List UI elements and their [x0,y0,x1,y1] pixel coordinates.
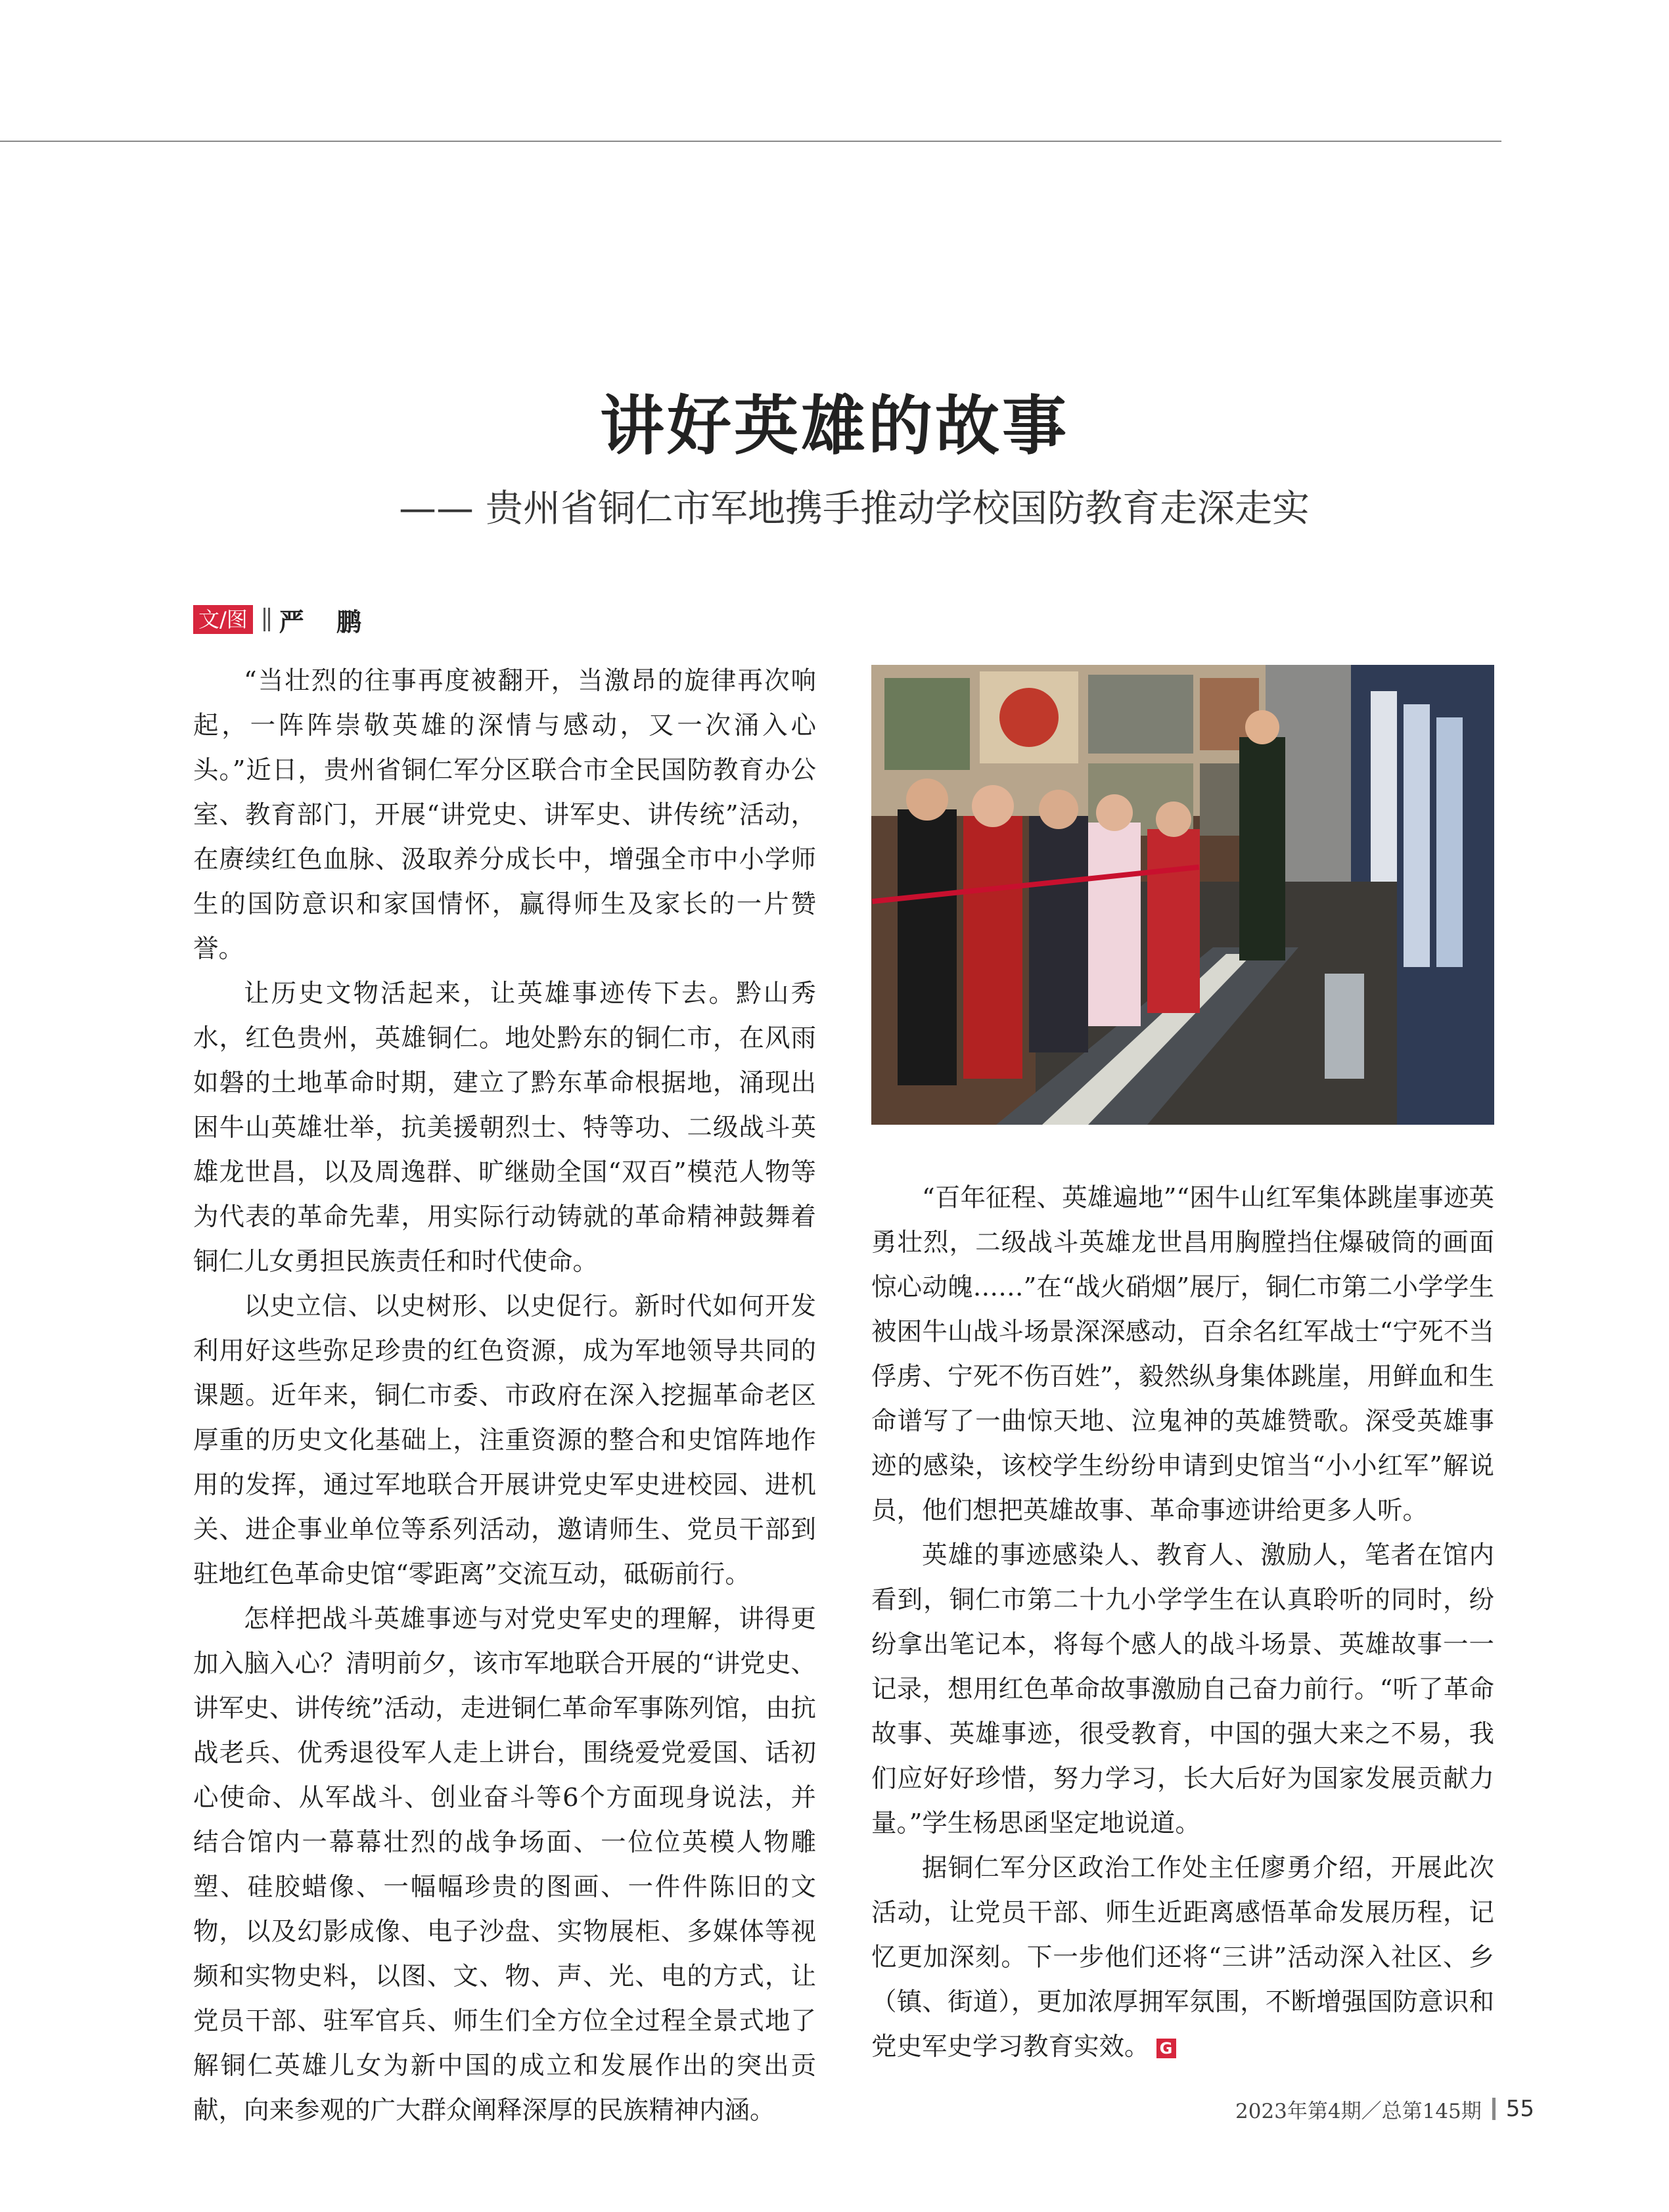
paragraph: 以史立信、以史树形、以史促行。新时代如何开发利用好这些弥足珍贵的红色资源，成为军地领导共同的课题。近年来，铜仁市委、市政府在深入挖掘革命老区厚重的历史文化基础上，注重资源的整合和史馆阵地作用的发挥，通过军地联合开展讲党史军史进校园、进机关、进企事业单位等系列活动，邀请师生、党员干部到驻地红色革命史馆“零距离”交流互动，砥砺前行。 [193,1292,816,1589]
byline-divider [263,608,270,631]
byline [193,603,373,636]
header-rule [0,141,1501,142]
paragraph [871,1846,1494,2069]
left-column [193,659,816,2133]
paragraph-text: 据铜仁军分区政治工作处主任廖勇介绍，开展此次活动，让党员干部、师生近距离感悟革命发展历程，记忆更加深刻。下一步他们还将“三讲”活动深入社区、乡（镇、街道），更加浓厚拥军氛围，不断增强国防意识和党史军史学习教育实效。 [871,1853,1494,2062]
paragraph: 让历史文物活起来，让英雄事迹传下去。黔山秀水，红色贵州，英雄铜仁。地处黔东的铜仁市，在风雨如磐的土地革命时期，建立了黔东革命根据地，涌现出困牛山英雄壮举，抗美援朝烈士、特等功、二级战斗英雄龙世昌，以及周逸群、旷继勋全国“双百”模范人物等为代表的革命先辈，用实际行动铸就的革命精神鼓舞着铜仁儿女勇担民族责任和时代使命。 [193,979,816,1276]
page-number: 55 [1505,2096,1535,2122]
issue-info: 2023年第4期／总第145期 [1235,2099,1482,2123]
page-footer [1235,2096,1534,2122]
paragraph: “当壮烈的往事再度被翻开，当激昂的旋律再次响起，一阵阵崇敬英雄的深情与感动，又一次涌入心头。”近日，贵州省铜仁军分区联合市全民国防教育办公室、教育部门，开展“讲党史、讲军史、讲传统”活动，在赓续红色血脉、汲取养分成长中，增强全市中小学师生的国防意识和家国情怀，赢得师生及家长的一片赞誉。 [193,666,816,964]
paragraph: “百年征程、英雄遍地”“困牛山红军集体跳崖事迹英勇壮烈，二级战斗英雄龙世昌用胸膛挡住爆破筒的画面惊心动魄……”在“战火硝烟”展厅，铜仁市第二小学学生被困牛山战斗场景深深感动，百余名红军战士“宁死不当俘虏、宁死不伤百姓”，毅然纵身集体跳崖，用鲜血和生命谱写了一曲惊天地、泣鬼神的英雄赞歌。深受英雄事迹的感染，该校学生纷纷申请到史馆当“小小红军”解说员，他们想把英雄故事、革命事迹讲给更多人听。 [871,1183,1494,1525]
paragraph: 怎样把战斗英雄事迹与对党史军史的理解，讲得更加入脑入心？清明前夕，该市军地联合开展的“讲党史、讲军史、讲传统”活动，走进铜仁革命军事陈列馆，由抗战老兵、优秀退役军人走上讲台，围绕爱党爱国、话初心使命、从军战斗、创业奋斗等6个方面现身说法，并结合馆内一幕幕壮烈的战争场面、一位位英模人物雕塑、硅胶蜡像、一幅幅珍贵的图画、一件件陈旧的文物，以及幻影成像、电子沙盘、实物展柜、多媒体等视频和实物史料，以图、文、物、声、光、电的方式，让党员干部、驻军官兵、师生们全方位全过程全景式地了解铜仁英雄儿女为新中国的成立和发展作出的突出贡献，向来参观的广大群众阐释深厚的民族精神内涵。 [193,1604,816,2125]
article-subtitle: —— 贵州省铜仁市军地携手推动学校国防教育走深走实 [398,487,1310,530]
end-mark-icon: G [1156,2039,1176,2058]
article-title: 讲好英雄的故事 [599,389,1069,464]
right-column [871,1176,1494,2069]
author-name: 严 鹏 [279,607,374,637]
byline-tag: 文/图 [193,605,253,634]
footer-divider [1492,2098,1496,2120]
paragraph: 英雄的事迹感染人、教育人、激励人，笔者在馆内看到，铜仁市第二十九小学学生在认真聆听的同时，纷纷拿出笔记本，将每个感人的战斗场景、英雄故事一一记录，想用红色革命故事激励自己奋力前行。“听了革命故事、英雄事迹，很受教育，中国的强大来之不易，我们应好好珍惜，努力学习，长大后好为国家发展贡献力量。”学生杨思函坚定地说道。 [871,1541,1494,1838]
museum-visit-photo [871,665,1494,1125]
article-photo [871,665,1494,1125]
